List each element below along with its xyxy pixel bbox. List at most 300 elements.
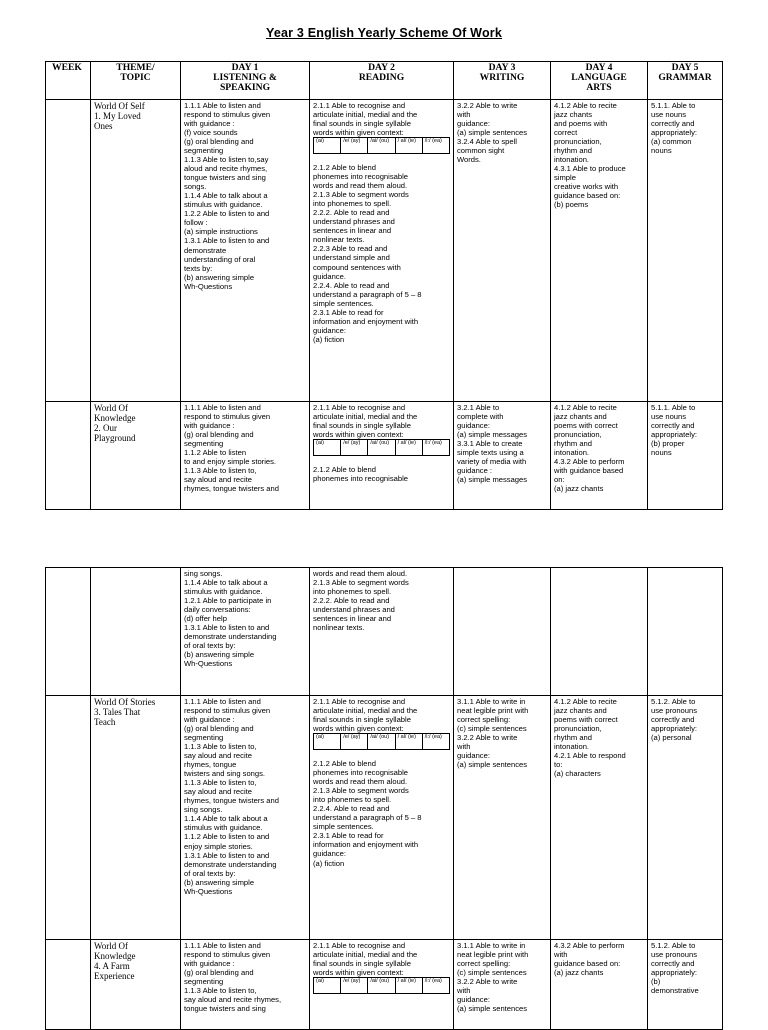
text-line: understand phrases and — [313, 217, 395, 227]
theme-cell — [91, 940, 181, 1030]
text-line: 1.1.4 Able to talk about a — [184, 814, 268, 824]
text-line: with — [554, 950, 568, 960]
text-line: articulate initial, medial and the — [313, 110, 418, 120]
header-week: WEEK — [46, 62, 91, 100]
theme-cell — [91, 100, 181, 402]
text-line: aloud and recite rhymes, — [184, 164, 268, 174]
text-line: Knowledge — [94, 951, 136, 962]
text-line: 1.1.3 Able to listen to, — [184, 742, 257, 752]
text-line: daily conversations: — [184, 605, 251, 615]
table-row — [46, 568, 723, 696]
text-line: 1.1.3 Able to listen to, — [184, 778, 257, 788]
text-line: 5.1.2. Able to — [651, 697, 696, 706]
text-line: (a) simple sentences — [457, 760, 528, 770]
text-line: 1.2.1 Able to participate in — [184, 596, 272, 606]
day2-cell — [310, 940, 454, 1030]
day5-cell — [648, 940, 723, 1030]
text-line: Knowledge — [94, 413, 136, 424]
text-line: final sounds in single syllable — [313, 715, 411, 725]
phonics-cell: /i:/ (ea) — [422, 138, 449, 154]
text-line: sing songs. — [184, 805, 223, 815]
text-line: use nouns — [651, 110, 687, 120]
text-line: 2.2.4. Able to read and — [313, 804, 390, 814]
text-line: correctly and — [651, 715, 695, 725]
text-line: simple — [554, 173, 576, 183]
scheme-table-page-1 — [45, 61, 723, 510]
text-line: sentences in linear and — [313, 614, 392, 624]
text-line: final sounds in single syllable — [313, 959, 411, 969]
text-line: Wh-Questions — [184, 281, 233, 291]
text-line: (b) answering simple — [184, 877, 255, 887]
text-line — [313, 750, 450, 759]
text-line: sing songs. — [184, 569, 223, 578]
text-line: variety of media with — [457, 457, 527, 467]
text-line: (b) — [651, 977, 661, 987]
text-line: Playground — [94, 433, 136, 444]
text-line: nouns — [651, 448, 672, 458]
text-line: 3.1.1 Able to write in — [457, 941, 526, 950]
text-line: on: — [554, 475, 565, 485]
text-line: jazz chants and — [554, 412, 607, 422]
phonics-cell: / al/ (ie) — [395, 138, 422, 154]
text-line: World Of — [94, 403, 129, 413]
text-line: respond to stimulus given — [184, 412, 271, 422]
day1-cell — [181, 940, 310, 1030]
text-line: 3.2.2 Able to write — [457, 977, 518, 987]
text-line: nonlinear texts. — [313, 235, 365, 245]
text-line: with guidance based — [554, 466, 624, 476]
text-line: guidance based on: — [554, 191, 621, 201]
text-line: articulate initial, medial and the — [313, 950, 418, 960]
phonics-cell: /e/ (ay) — [341, 440, 368, 456]
text-line: demonstrative — [651, 986, 699, 996]
text-line: neat legible print with — [457, 950, 529, 960]
text-line: 4.1.2 Able to recite — [554, 697, 617, 706]
phonics-cell: /ai/ (ou) — [368, 440, 395, 456]
phonics-table — [313, 137, 450, 154]
text-line: 2.3.1 Able to read for — [313, 307, 384, 317]
text-line: (b) answering simple — [184, 272, 255, 282]
text-line: (c) simple sentences — [457, 968, 527, 978]
text-line: into phonemes to spell. — [313, 587, 392, 597]
phonics-table — [313, 733, 450, 750]
text-line: 3.3.1 Able to create — [457, 439, 523, 449]
phonics-cell: /i:/ (ea) — [422, 440, 449, 456]
text-line: 3.1.1 Able to write in — [457, 697, 526, 706]
text-line: compound sentences with — [313, 262, 401, 272]
text-line: 3. Tales That — [94, 707, 141, 718]
text-line: poems with correct — [554, 715, 618, 725]
text-line: rhymes, tongue twisters and — [184, 484, 279, 494]
text-line: jazz chants — [554, 110, 592, 120]
text-line: words and read them aloud. — [313, 777, 408, 787]
text-line: segmenting — [184, 733, 224, 743]
header-day5: DAY 5 GRAMMAR — [648, 62, 723, 100]
text-line: 2.1.2 Able to blend — [313, 163, 376, 173]
text-line: (g) oral blending and — [184, 968, 254, 978]
text-line: with guidance : — [184, 959, 235, 969]
text-line: rhymes, tongue — [184, 760, 237, 770]
text-line: intonation. — [554, 155, 590, 165]
text-line: jazz chants and — [554, 706, 607, 716]
text-line: (c) simple sentences — [457, 724, 527, 734]
text-line: (f) voice sounds — [184, 128, 238, 138]
text-line: nonlinear texts. — [313, 623, 365, 633]
day1-cell — [181, 100, 310, 402]
text-line: (g) oral blending and — [184, 430, 254, 440]
text-line: (g) oral blending and — [184, 137, 254, 147]
document-title: Year 3 English Yearly Scheme Of Work — [265, 26, 502, 40]
phonics-cell: /e/ (ay) — [341, 978, 368, 994]
text-line: correct spelling: — [457, 959, 511, 969]
text-line: neat legible print with — [457, 706, 529, 716]
text-line: 1.3.1 Able to listen to and — [184, 236, 270, 246]
text-line: (a) fiction — [313, 858, 345, 868]
text-line: words within given context: — [313, 430, 404, 440]
phonics-cell: /ai/ (ou) — [368, 978, 395, 994]
text-line: (a) simple messages — [457, 475, 528, 485]
phonics-cell: / al/ (ie) — [395, 978, 422, 994]
text-line: final sounds in single syllable — [313, 119, 411, 129]
text-line: 2.1.1 Able to recognise and — [313, 941, 406, 950]
text-line: 2.1.2 Able to blend — [313, 465, 376, 475]
text-line: phonemes into recognisable — [313, 172, 408, 182]
day2-cell — [310, 696, 454, 940]
day3-cell — [454, 568, 551, 696]
text-line: rhythm and — [554, 439, 592, 449]
text-line: words within given context: — [313, 968, 404, 978]
day4-cell — [551, 402, 648, 510]
text-line: 1.1.1 Able to listen and — [184, 697, 261, 706]
text-line: 1.1.2 Able to listen — [184, 448, 247, 458]
text-line: with — [457, 742, 471, 752]
text-line: 2.1.1 Able to recognise and — [313, 697, 406, 706]
phonics-cell: (ai) — [314, 978, 341, 994]
text-line: demonstrate understanding — [184, 859, 277, 869]
day5-cell — [648, 100, 723, 402]
text-line: correct spelling: — [457, 715, 511, 725]
text-line: (b) answering simple — [184, 650, 255, 660]
header-day1: DAY 1 LISTENING & SPEAKING — [181, 62, 310, 100]
text-line — [313, 456, 450, 465]
table-header-row — [46, 62, 723, 100]
text-line: 1.1.1 Able to listen and — [184, 403, 261, 412]
scheme-table-page-2 — [45, 567, 723, 1030]
text-line: appropriately: — [651, 128, 698, 138]
text-line: follow : — [184, 218, 208, 228]
table-row — [46, 100, 723, 402]
day4-cell — [551, 940, 648, 1030]
day4-cell — [551, 696, 648, 940]
text-line: simple texts using a — [457, 448, 524, 458]
day1-cell — [181, 696, 310, 940]
text-line: with — [457, 110, 471, 120]
text-line: 2. Our — [94, 423, 117, 434]
text-line: 1. My Loved — [94, 111, 141, 122]
text-line: texts by: — [184, 263, 213, 273]
text-line: of oral texts by: — [184, 868, 236, 878]
text-line: tongue twisters and sing — [184, 173, 266, 183]
header-day4: DAY 4 LANGUAGE ARTS — [551, 62, 648, 100]
text-line: segmenting — [184, 146, 224, 156]
text-line: creative works with — [554, 182, 619, 192]
text-line: understand a paragraph of 5 – 8 — [313, 813, 422, 823]
text-line: with guidance : — [184, 421, 235, 431]
text-line: (a) simple sentences — [457, 1004, 528, 1014]
week-cell — [46, 940, 91, 1030]
text-line: stimulus with guidance. — [184, 823, 263, 833]
text-line: 1.1.3 Able to listen to,say — [184, 155, 269, 165]
theme-cell — [91, 568, 181, 696]
theme-cell — [91, 402, 181, 510]
text-line: 4. A Farm — [94, 961, 130, 972]
text-line: into phonemes to spell. — [313, 199, 392, 209]
text-line: to: — [554, 760, 563, 770]
day5-cell — [648, 696, 723, 940]
phonics-cell: / al/ (ie) — [395, 440, 422, 456]
text-line: 5.1.1. Able to — [651, 101, 696, 110]
phonics-cell: /ai/ (ou) — [368, 734, 395, 750]
phonics-cell: /i:/ (ea) — [422, 978, 449, 994]
text-line: phonemes into recognisable — [313, 768, 408, 778]
text-line: rhythm and — [554, 146, 592, 156]
text-line: 2.1.1 Able to recognise and — [313, 101, 406, 110]
text-line: say aloud and recite rhymes, — [184, 995, 282, 1005]
text-line: with guidance : — [184, 119, 235, 129]
text-line: understanding of oral — [184, 254, 256, 264]
day4-cell — [551, 100, 648, 402]
text-line: Experience — [94, 971, 135, 982]
text-line: say aloud and recite — [184, 475, 252, 485]
week-cell — [46, 568, 91, 696]
text-line: use nouns — [651, 412, 687, 422]
phonics-cell: /e/ (ay) — [341, 138, 368, 154]
text-line: say aloud and recite — [184, 787, 252, 797]
text-line: 5.1.1. Able to — [651, 403, 696, 412]
week-cell — [46, 696, 91, 940]
text-line: appropriately: — [651, 968, 698, 978]
text-line: guidance: — [457, 995, 490, 1005]
text-line: information and enjoyment with — [313, 316, 419, 326]
phonics-table — [313, 977, 450, 994]
text-line: to and enjoy simple stories. — [184, 457, 277, 467]
phonics-cell: /ai/ (ou) — [368, 138, 395, 154]
text-line: pronunciation, — [554, 430, 602, 440]
text-line: words within given context: — [313, 128, 404, 138]
text-line: World Of — [94, 941, 129, 951]
day1-cell — [181, 402, 310, 510]
text-line: rhythm and — [554, 733, 592, 743]
text-line: guidance: — [313, 849, 346, 859]
text-line: (a) simple sentences — [457, 128, 528, 138]
text-line: segmenting — [184, 977, 224, 987]
text-line: rhymes, tongue twisters and — [184, 796, 279, 806]
text-line: common sight — [457, 146, 505, 156]
text-line: 1.2.2 Able to listen to and — [184, 209, 270, 219]
text-line: 4.3.1 Able to produce — [554, 164, 626, 174]
day3-cell — [454, 696, 551, 940]
text-line: 4.1.2 Able to recite — [554, 101, 617, 110]
text-line: understand phrases and — [313, 605, 395, 615]
text-line: 2.2.3 Able to read and — [313, 244, 388, 254]
text-line: Ones — [94, 121, 113, 132]
text-line: Wh-Questions — [184, 659, 233, 669]
text-line: (a) fiction — [313, 334, 345, 344]
text-line: articulate initial, medial and the — [313, 706, 418, 716]
text-line: correctly and — [651, 959, 695, 969]
text-line: correctly and — [651, 421, 695, 431]
text-line: guidance : — [457, 466, 493, 476]
text-line: (a) characters — [554, 769, 601, 779]
text-line: guidance: — [457, 751, 490, 761]
text-line: 1.1.1 Able to listen and — [184, 101, 261, 110]
week-cell — [46, 100, 91, 402]
day3-cell — [454, 940, 551, 1030]
text-line: (g) oral blending and — [184, 724, 254, 734]
text-line — [313, 154, 450, 163]
day3-cell — [454, 402, 551, 510]
text-line: guidance. — [313, 271, 346, 281]
text-line: correctly and — [651, 119, 695, 129]
text-line: pronunciation, — [554, 137, 602, 147]
text-line: with guidance : — [184, 715, 235, 725]
text-line: 1.1.3 Able to listen to, — [184, 466, 257, 476]
phonics-cell: (ai) — [314, 734, 341, 750]
text-line: songs. — [184, 182, 207, 192]
text-line: segmenting — [184, 439, 224, 449]
text-line: complete with — [457, 412, 504, 422]
text-line: words within given context: — [313, 724, 404, 734]
text-line: information and enjoyment with — [313, 840, 419, 850]
day2-cell — [310, 100, 454, 402]
text-line: (a) simple messages — [457, 430, 528, 440]
text-line: 1.3.1 Able to listen to and — [184, 850, 270, 860]
text-line: appropriately: — [651, 430, 698, 440]
text-line: 3.2.2 Able to write — [457, 733, 518, 743]
text-line: 2.2.2. Able to read and — [313, 208, 390, 218]
table-row — [46, 402, 723, 510]
text-line: use pronouns — [651, 950, 698, 960]
text-line: 1.1.1 Able to listen and — [184, 941, 261, 950]
text-line: (a) simple instructions — [184, 227, 258, 237]
text-line: 5.1.2. Able to — [651, 941, 696, 950]
text-line: and poems with — [554, 119, 608, 129]
theme-cell — [91, 696, 181, 940]
text-line: understand a paragraph of 5 – 8 — [313, 289, 422, 299]
text-line: 4.3.2 Able to perform — [554, 941, 625, 950]
text-line: (b) poems — [554, 200, 589, 210]
text-line: 2.1.1 Able to recognise and — [313, 403, 406, 412]
text-line: 2.1.3 Able to segment words — [313, 190, 409, 200]
phonics-table — [313, 439, 450, 456]
text-line: into phonemes to spell. — [313, 795, 392, 805]
text-line: 4.3.2 Able to perform — [554, 457, 625, 467]
text-line: simple sentences. — [313, 298, 374, 308]
text-line: guidance: — [457, 421, 490, 431]
header-day2: DAY 2 READING — [310, 62, 454, 100]
text-line: guidance: — [313, 325, 346, 335]
text-line: (a) common — [651, 137, 692, 147]
text-line: intonation. — [554, 742, 590, 752]
text-line: respond to stimulus given — [184, 950, 271, 960]
text-line: (a) jazz chants — [554, 484, 604, 494]
text-line: words and read them aloud. — [313, 181, 408, 191]
text-line: (b) proper — [651, 439, 685, 449]
text-line: guidance based on: — [554, 959, 621, 969]
text-line: 1.1.3 Able to listen to, — [184, 986, 257, 996]
text-line: correct — [554, 128, 578, 138]
text-line: simple sentences. — [313, 822, 374, 832]
text-line: 4.1.2 Able to recite — [554, 403, 617, 412]
text-line: words and read them aloud. — [313, 569, 408, 578]
text-line: demonstrate — [184, 245, 227, 255]
text-line: of oral texts by: — [184, 641, 236, 651]
text-line: with — [457, 986, 471, 996]
text-line: (d) offer help — [184, 614, 227, 624]
text-line: Wh-Questions — [184, 886, 233, 896]
text-line: enjoy simple stories. — [184, 841, 253, 851]
text-line: 1.3.1 Able to listen to and — [184, 623, 270, 633]
text-line: intonation. — [554, 448, 590, 458]
header-theme: THEME/ TOPIC — [91, 62, 181, 100]
text-line: Teach — [94, 717, 116, 728]
day4-cell — [551, 568, 648, 696]
text-line: appropriately: — [651, 724, 698, 734]
table-row — [46, 940, 723, 1030]
text-line: World Of Stories — [94, 697, 156, 707]
text-line: (a) jazz chants — [554, 968, 604, 978]
text-line: phonemes into recognisable — [313, 474, 408, 484]
text-line: nouns — [651, 146, 672, 156]
day5-cell — [648, 402, 723, 510]
text-line: twisters and sing songs. — [184, 769, 266, 779]
text-line: stimulus with guidance. — [184, 200, 263, 210]
text-line: articulate initial, medial and the — [313, 412, 418, 422]
day5-cell — [648, 568, 723, 696]
phonics-cell: /e/ (ay) — [341, 734, 368, 750]
text-line: 2.3.1 Able to read for — [313, 831, 384, 841]
text-line: poems with correct — [554, 421, 618, 431]
text-line: World Of Self — [94, 101, 145, 111]
text-line: 2.2.4. Able to read and — [313, 280, 390, 290]
text-line: 2.2.2. Able to read and — [313, 596, 390, 606]
text-line: 1.1.4 Able to talk about a — [184, 191, 268, 201]
header-day3: DAY 3 WRITING — [454, 62, 551, 100]
day2-cell — [310, 568, 454, 696]
text-line: 2.1.3 Able to segment words — [313, 578, 409, 588]
text-line: 2.1.3 Able to segment words — [313, 786, 409, 796]
text-line: 1.1.2 Able to listen to and — [184, 832, 270, 842]
text-line: 1.1.4 Able to talk about a — [184, 578, 268, 588]
text-line: (a) personal — [651, 733, 692, 743]
text-line: say aloud and recite — [184, 751, 252, 761]
day3-cell — [454, 100, 551, 402]
table-row — [46, 696, 723, 940]
text-line: respond to stimulus given — [184, 110, 271, 120]
text-line: understand simple and — [313, 253, 390, 263]
phonics-cell: (ai) — [314, 440, 341, 456]
text-line: respond to stimulus given — [184, 706, 271, 716]
week-cell — [46, 402, 91, 510]
text-line: 4.2.1 Able to respond — [554, 751, 626, 761]
text-line: 3.2.1 Able to — [457, 403, 500, 412]
text-line: use pronouns — [651, 706, 698, 716]
text-line: 3.2.4 Able to spell — [457, 137, 517, 147]
day2-cell — [310, 402, 454, 510]
phonics-cell: (ai) — [314, 138, 341, 154]
text-line: final sounds in single syllable — [313, 421, 411, 431]
phonics-cell: / al/ (ie) — [395, 734, 422, 750]
